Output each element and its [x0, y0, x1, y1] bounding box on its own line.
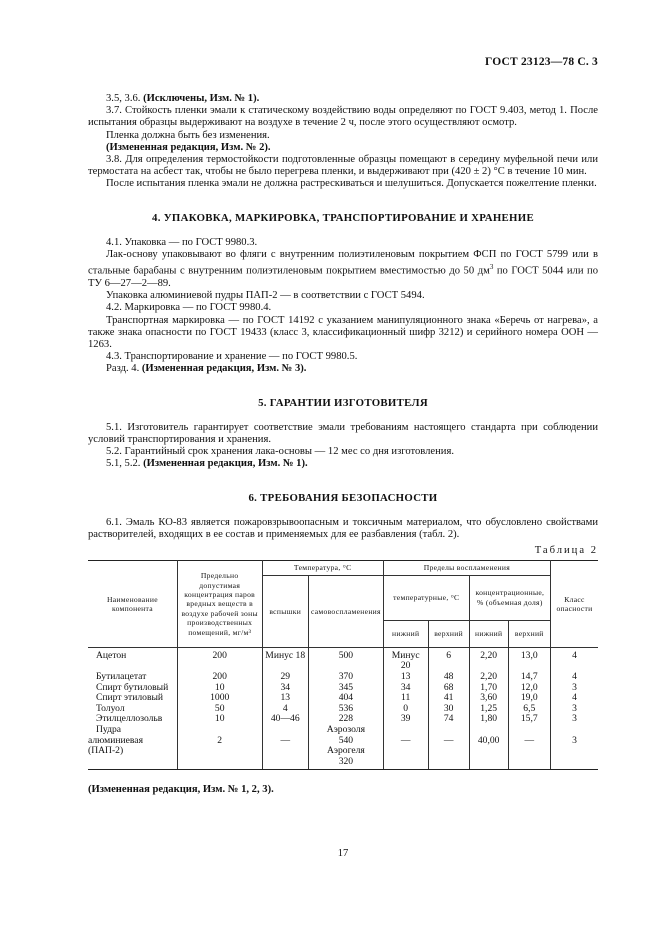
header-temperature: Температура, °С	[262, 561, 383, 575]
paragraph-5-1: 5.1. Изготовитель гарантирует соответствие эмали требованиям настоящего стандарта при соблюдении условий транспортирования и хранения.	[88, 421, 598, 445]
amendment-note: (Исключены, Изм. № 1).	[143, 93, 260, 104]
cell-conc-upper	[508, 725, 550, 770]
packaging-text-end: по ГОСТ 5044 или по ТУ 6—27—2—89.	[88, 265, 599, 289]
cell-temp-lower: 0	[383, 704, 428, 715]
cell-flash-point: 40—46	[262, 714, 308, 725]
cell-self-line2: 540	[338, 734, 354, 746]
header-flash-point: вспышки	[262, 575, 308, 647]
cell-hazard-class: 4	[550, 647, 598, 672]
cell-conc-upper: 6,5	[508, 704, 550, 715]
cell-self-ignition: 345	[308, 683, 383, 694]
cell-component: Спирт бутиловый	[88, 683, 177, 694]
paragraph-section-4-note	[88, 363, 598, 375]
header-ignition-limits: Пределы воспламенения	[383, 561, 550, 575]
cell-max-concentration: 200	[177, 672, 262, 683]
paragraph-3-8: 3.8. Для определения термостойкости подготовленные образцы помещают в середину муфельной печи или термостата на асбест так, чтобы не было перегрева пленки, и выдерживают при (420 ± 2) °С в течение 10 мин.	[88, 154, 598, 178]
cell-flash-point: 29	[262, 672, 308, 683]
amendment-note: (Измененная редакция, Изм. № 3).	[141, 363, 307, 375]
cell-temp-upper: 74	[428, 714, 469, 725]
paragraph-packaging	[88, 249, 598, 290]
header-temp-lower: нижний	[383, 620, 428, 647]
cell-value: 2	[217, 734, 223, 746]
paragraph-film-unchanged: Пленка должна быть без изменения.	[106, 129, 270, 141]
cell-component: Спирт этиловый	[88, 693, 177, 704]
header-component-name: Наименование компонента	[88, 561, 177, 647]
cell-self-line3: Аэрогеля	[326, 745, 365, 757]
section-5-heading: 5. ГАРАНТИИ ИЗГОТОВИТЕЛЯ	[258, 396, 428, 409]
superscript-3: 3	[489, 263, 494, 272]
cell-temp-lower: 34	[383, 683, 428, 694]
cell-conc-lower: 1,70	[469, 683, 508, 694]
cell-conc-upper: 19,0	[508, 693, 550, 704]
amendment-note-2: (Измененная редакция, Изм. № 2).	[106, 141, 271, 153]
cell-value: 40,00	[477, 734, 500, 746]
paragraph-section-5-note	[88, 458, 598, 470]
cell-value: —	[443, 734, 454, 746]
cell-conc-upper: 14,7	[508, 672, 550, 683]
cell-self-ignition: 500	[308, 647, 383, 672]
table-row	[88, 725, 598, 770]
cell-hazard-class: 4	[550, 672, 598, 683]
footer-amendment-note: (Измененная редакция, Изм. № 1, 2, 3).	[88, 784, 274, 796]
cell-temp-upper: 48	[428, 672, 469, 683]
cell-conc-upper: 15,7	[508, 714, 550, 725]
cell-hazard-class: 3	[550, 683, 598, 694]
clause-number: Разд. 4.	[106, 363, 140, 375]
header-conc-lower: нижний	[469, 620, 508, 647]
header-hazard-class: Класс опасности	[550, 561, 598, 647]
cell-max-concentration: 1000	[177, 693, 262, 704]
cell-component-line2: (ПАП-2)	[88, 745, 124, 757]
cell-self-line1: Аэрозоля	[326, 723, 366, 735]
cell-flash-point: Минус 18	[262, 647, 308, 672]
section-4-heading: 4. УПАКОВКА, МАРКИРОВКА, ТРАНСПОРТИРОВАНИЕ И ХРАНЕНИЕ	[152, 211, 534, 224]
cell-max-concentration	[177, 725, 262, 770]
cell-hazard-class: 3	[550, 704, 598, 715]
cell-self-ignition: 536	[308, 704, 383, 715]
packaging-text: Лак-основу упаковывают во фляги с внутренним полиэтиленовым покрытием ФСП по ГОСТ 5799 или в стальные барабаны с внутренним полиэтиленовым покрытием вместимостью до 50 дм	[88, 249, 598, 277]
cell-max-concentration: 200	[177, 647, 262, 672]
paragraph-4-3: 4.3. Транспортирование и хранение — по ГОСТ 9980.5.	[106, 351, 358, 363]
cell-temp-upper: 30	[428, 704, 469, 715]
paragraph-transport-marking: Транспортная маркировка — по ГОСТ 14192 с указанием манипуляционного знака «Беречь от нагрева», а также знака опасности по ГОСТ 19433 (класс 3, классификационный шифр 3212) и серийного номера ООН — 1263.	[88, 314, 598, 350]
clause-number: 5.1, 5.2.	[106, 458, 141, 470]
cell-temp-upper	[428, 725, 469, 770]
cell-self-ignition: 370	[308, 672, 383, 683]
amendment-note: (Измененная редакция, Изм. № 1).	[143, 458, 308, 470]
cell-flash-point: 4	[262, 704, 308, 715]
paragraph-3-5-3-6	[88, 93, 598, 105]
cell-flash-point	[262, 725, 308, 770]
page-number: 17	[337, 848, 349, 859]
cell-temp-lower	[383, 725, 428, 770]
cell-temp-lower: Минус 20	[383, 647, 428, 672]
cell-component	[88, 725, 177, 770]
cell-flash-point: 34	[262, 683, 308, 694]
cell-temp-upper: 41	[428, 693, 469, 704]
cell-temp-lower: 39	[383, 714, 428, 725]
paragraph-3-7: 3.7. Стойкость пленки эмали к статическому воздействию воды определяют по ГОСТ 9.403, метод 1. После испытания образцы выдерживают на воздухе в течение 2 ч, после этого осуществляют осмотр.	[88, 105, 598, 129]
cell-self-ignition	[308, 725, 383, 770]
header-conc-upper: верхний	[508, 620, 550, 647]
cell-max-concentration: 50	[177, 704, 262, 715]
cell-hazard-class: 3	[550, 714, 598, 725]
cell-temp-upper: 68	[428, 683, 469, 694]
cell-conc-upper: 12,0	[508, 683, 550, 694]
cell-max-concentration: 10	[177, 714, 262, 725]
header-max-concentration: Предельно допустимая концентрация паров вредных веществ в воздухе рабочей зоны производственных помещений, мг/м³	[177, 561, 262, 647]
cell-conc-lower: 2,20	[469, 672, 508, 683]
cell-conc-lower: 3,60	[469, 693, 508, 704]
cell-flash-point: 13	[262, 693, 308, 704]
document-body	[88, 93, 598, 797]
paragraph-5-2: 5.2. Гарантийный срок хранения лака-основы — 12 мес со дня изготовления.	[106, 446, 454, 458]
table-row	[88, 647, 598, 672]
paragraph-6-1: 6.1. Эмаль КО-83 является пожаровзрывоопасным и токсичным материалом, что обусловлено свойствами растворителей, входящих в ее состав и применяемых для ее разбавления (табл. 2).	[88, 516, 598, 541]
cell-temp-lower: 11	[383, 693, 428, 704]
cell-temp-upper: 6	[428, 647, 469, 672]
cell-value: —	[524, 734, 535, 746]
paragraph-powder-packaging: Упаковка алюминиевой пудры ПАП-2 — в соответствии с ГОСТ 5494.	[106, 290, 425, 302]
header-self-ignition: самовоспламенения	[308, 575, 383, 647]
cell-self-line4: 320	[338, 755, 354, 767]
cell-self-ignition: 404	[308, 693, 383, 704]
cell-component: Этилцеллозольв	[88, 714, 177, 725]
header-concentration-limits: концентрационные, % (объемная доля)	[469, 575, 550, 620]
hazard-table	[88, 560, 598, 770]
paragraph-after-test: После испытания пленка эмали не должна растрескиваться и шелушиться. Допускается пожелтение пленки.	[106, 178, 597, 190]
table-caption: Таблица 2	[534, 545, 598, 557]
cell-conc-lower: 1,80	[469, 714, 508, 725]
document-header: ГОСТ 23123—78 С. 3	[485, 56, 598, 68]
table-body	[88, 647, 598, 770]
cell-value: —	[400, 734, 411, 746]
clause-number: 3.5, 3.6.	[106, 93, 141, 104]
cell-conc-lower: 2,20	[469, 647, 508, 672]
cell-conc-lower	[469, 725, 508, 770]
header-temp-upper: верхний	[428, 620, 469, 647]
section-6-heading: 6. ТРЕБОВАНИЯ БЕЗОПАСНОСТИ	[248, 491, 438, 504]
cell-conc-lower: 1,25	[469, 704, 508, 715]
cell-component: Толуол	[88, 704, 177, 715]
cell-hazard-class: 4	[550, 693, 598, 704]
cell-hazard-class	[550, 725, 598, 770]
paragraph-4-2: 4.2. Маркировка — по ГОСТ 9980.4.	[106, 302, 272, 314]
cell-conc-upper: 13,0	[508, 647, 550, 672]
cell-self-ignition: 228	[308, 714, 383, 725]
cell-component-line1: Пудра алюминиевая	[88, 723, 143, 746]
document-page	[88, 0, 598, 936]
header-temperature-limits: температурные, °С	[383, 575, 469, 620]
cell-max-concentration: 10	[177, 683, 262, 694]
cell-value: —	[280, 734, 291, 746]
paragraph-4-1: 4.1. Упаковка — по ГОСТ 9980.3.	[106, 236, 258, 248]
cell-value: 3	[572, 734, 577, 746]
cell-temp-lower: 13	[383, 672, 428, 683]
cell-component: Ацетон	[88, 647, 177, 672]
cell-component: Бутилацетат	[88, 672, 177, 683]
